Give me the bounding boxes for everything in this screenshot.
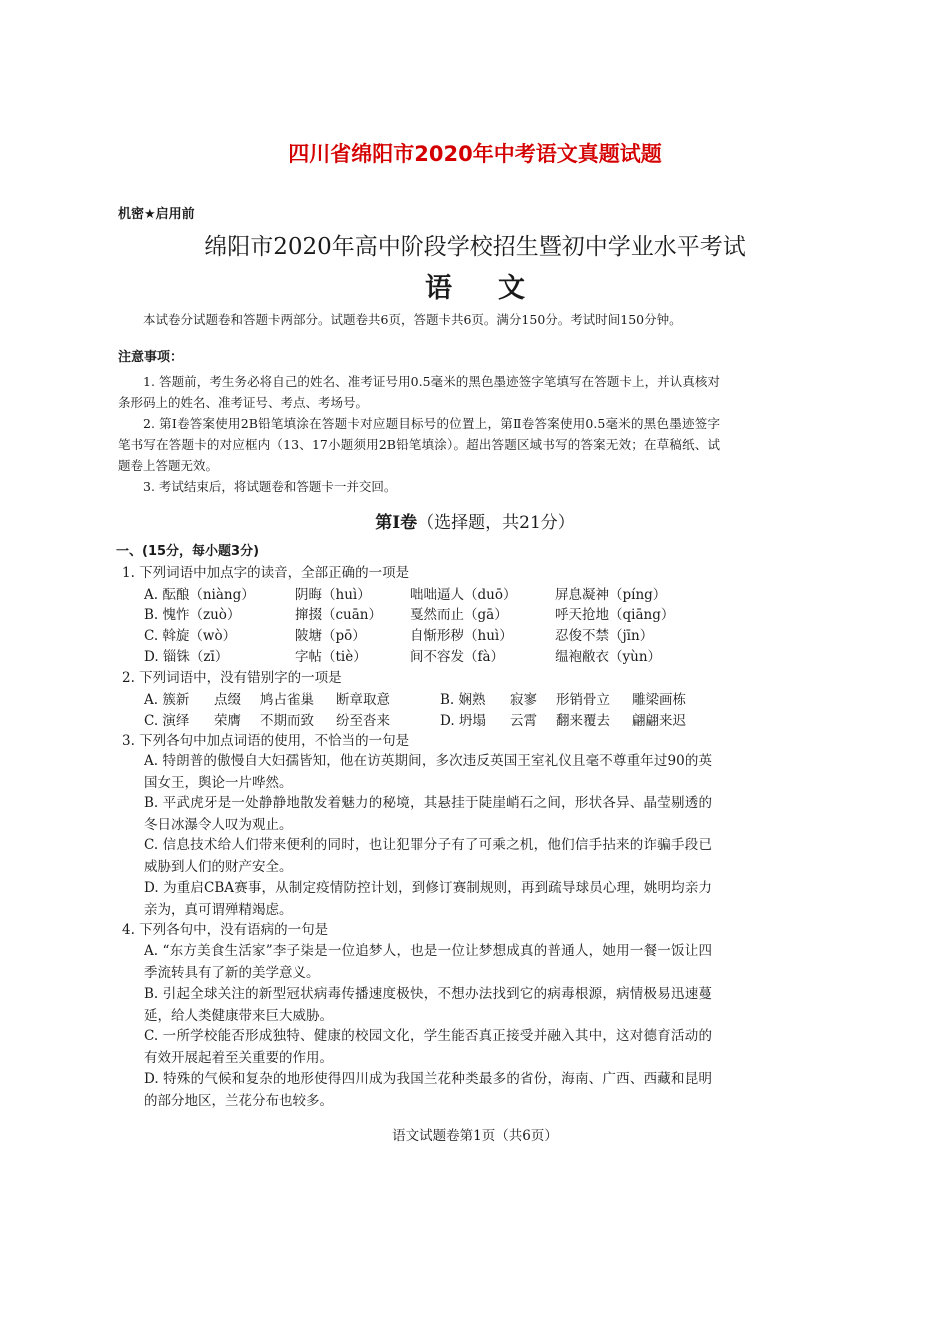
q3-option-a: A. 特朗普的傲慢自大妇孺皆知，他在访英期间，多次违反英国王室礼仪且毫不尊重年过90的英国女王，舆论一片哗然。 xyxy=(144,753,712,791)
q2-option-d-1: D. 坍塌 xyxy=(440,713,486,729)
q2-option-b-2: 寂寥 xyxy=(510,692,537,708)
q2-option-b-1: B. 娴熟 xyxy=(440,692,486,708)
q1-option-d-2: 字帖（tiè） xyxy=(295,649,367,665)
q2-option-c-4: 纷至沓来 xyxy=(336,713,390,729)
q1-option-c-4: 忍俊不禁（jīn） xyxy=(555,628,654,644)
exam-title: 绵阳市2020年高中阶段学校招生暨初中学业水平考试 xyxy=(204,234,746,260)
q1-option-a-2: 阴晦（huì） xyxy=(295,587,371,603)
part-one-subtitle: （选择题，共21分） xyxy=(417,513,575,533)
q1-option-b-1: B. 愧怍（zuò） xyxy=(144,607,241,623)
q2-option-d-4: 翩翩来迟 xyxy=(632,713,686,729)
part-one-title xyxy=(0,508,950,533)
q2-option-c-2: 荣膺 xyxy=(214,713,241,729)
notice-item-3: 3. 考试结束后，将试题卷和答题卡一并交回。 xyxy=(143,479,397,494)
q2-option-b-4: 雕梁画栋 xyxy=(632,692,686,708)
q1-option-c-2: 陂塘（pō） xyxy=(295,628,366,644)
page-footer: 语文试题卷第1页（共6页） xyxy=(392,1128,558,1144)
q2-option-a-3: 鸠占雀巢 xyxy=(260,692,314,708)
confidential-label: 机密★启用前 xyxy=(118,207,195,222)
section-one-heading: 一、(15分，每小题3分) xyxy=(116,544,260,559)
q1-option-a-4: 屏息凝神（píng） xyxy=(555,587,667,603)
q1-option-a-3: 咄咄逼人（duō） xyxy=(410,587,517,603)
q4-option-b: B. 引起全球关注的新型冠状病毒传播速度极快，不想办法找到它的病毒根源，病情极易迅速蔓延，给人类健康带来巨大威胁。 xyxy=(144,986,712,1024)
q1-option-c-1: C. 斡旋（wò） xyxy=(144,628,237,644)
notice-heading: 注意事项： xyxy=(118,350,184,365)
q1-option-b-3: 戛然而止（gā） xyxy=(410,607,508,623)
q2-option-c-3: 不期而致 xyxy=(260,713,314,729)
q2-option-d-3: 翻来覆去 xyxy=(556,713,610,729)
q3-option-c: C. 信息技术给人们带来便利的同时，也让犯罪分子有了可乘之机，他们信手拈来的诈骗手段已威胁到人们的财产安全。 xyxy=(144,837,712,875)
q1-option-d-1: D. 锱铢（zī） xyxy=(144,649,229,665)
q1-option-d-3: 间不容发（fà） xyxy=(410,649,505,665)
notice-item-1: 1. 答题前，考生务必将自己的姓名、准考证号用0.5毫米的黑色墨迹签字笔填写在答题卡上，并认真核对条形码上的姓名、准考证号、考点、考场号。 xyxy=(118,374,720,410)
intro-paragraph: 本试卷分试题卷和答题卡两部分。试题卷共6页，答题卡共6页。满分150分。考试时间150分钟。 xyxy=(143,312,682,327)
q1-option-a-1: A. 酝酿（niàng） xyxy=(144,587,255,603)
q4-option-c: C. 一所学校能否形成独特、健康的校园文化，学生能否真正接受并融入其中，这对德育活动的有效开展起着至关重要的作用。 xyxy=(144,1028,712,1066)
q2-option-b-3: 形销骨立 xyxy=(556,692,610,708)
q3-option-d: D. 为重启CBA赛事，从制定疫情防控计划，到修订赛制规则，再到疏导球员心理，姚明均亲力亲为，真可谓殚精竭虑。 xyxy=(144,880,712,918)
q4-option-d: D. 特殊的气候和复杂的地形使得四川成为我国兰花种类最多的省份，海南、广西、西藏和昆明的部分地区，兰花分布也较多。 xyxy=(144,1071,712,1109)
q3-option-b: B. 平武虎牙是一处静静地散发着魅力的秘境，其悬挂于陡崖峭石之间，形状各异、晶莹剔透的冬日冰瀑令人叹为观止。 xyxy=(144,795,712,833)
q2-option-a-2: 点缀 xyxy=(214,692,241,708)
q2-option-d-2: 云霄 xyxy=(510,713,537,729)
q2-option-a-4: 断章取意 xyxy=(336,692,390,708)
document-title: 四川省绵阳市2020年中考语文真题试题 xyxy=(288,142,662,166)
notice-item-2: 2. 第Ⅰ卷答案使用2B铅笔填涂在答题卡对应题目标号的位置上，第Ⅱ卷答案使用0.5毫米的黑色墨迹签字笔书写在答题卡的对应框内（13、17小题须用2B铅笔填涂）。超出答题区域书写的答案无效；在草稿纸、试题卷上答题无效。 xyxy=(118,416,720,473)
q2-option-c-1: C. 演绎 xyxy=(144,713,190,729)
question-4-stem: 4. 下列各句中，没有语病的一句是 xyxy=(122,922,329,938)
subject-title: 语文 xyxy=(425,273,571,304)
part-one-label: 第Ⅰ卷 xyxy=(375,513,418,533)
question-1-stem: 1. 下列词语中加点字的读音，全部正确的一项是 xyxy=(122,565,410,581)
question-3-stem: 3. 下列各句中加点词语的使用，不恰当的一句是 xyxy=(122,733,410,749)
question-2-stem: 2. 下列词语中，没有错别字的一项是 xyxy=(122,670,342,686)
q2-option-a-1: A. 簇新 xyxy=(144,692,190,708)
q4-option-a: A. “东方美食生活家”李子柒是一位追梦人，也是一位让梦想成真的普通人，她用一餐一饭让四季流转具有了新的美学意义。 xyxy=(144,943,712,981)
q1-option-c-3: 自惭形秽（huì） xyxy=(410,628,513,644)
q1-option-d-4: 缊袍敝衣（yùn） xyxy=(555,649,662,665)
q1-option-b-2: 撺掇（cuān） xyxy=(295,607,382,623)
q1-option-b-4: 呼天抢地（qiāng） xyxy=(555,607,675,623)
